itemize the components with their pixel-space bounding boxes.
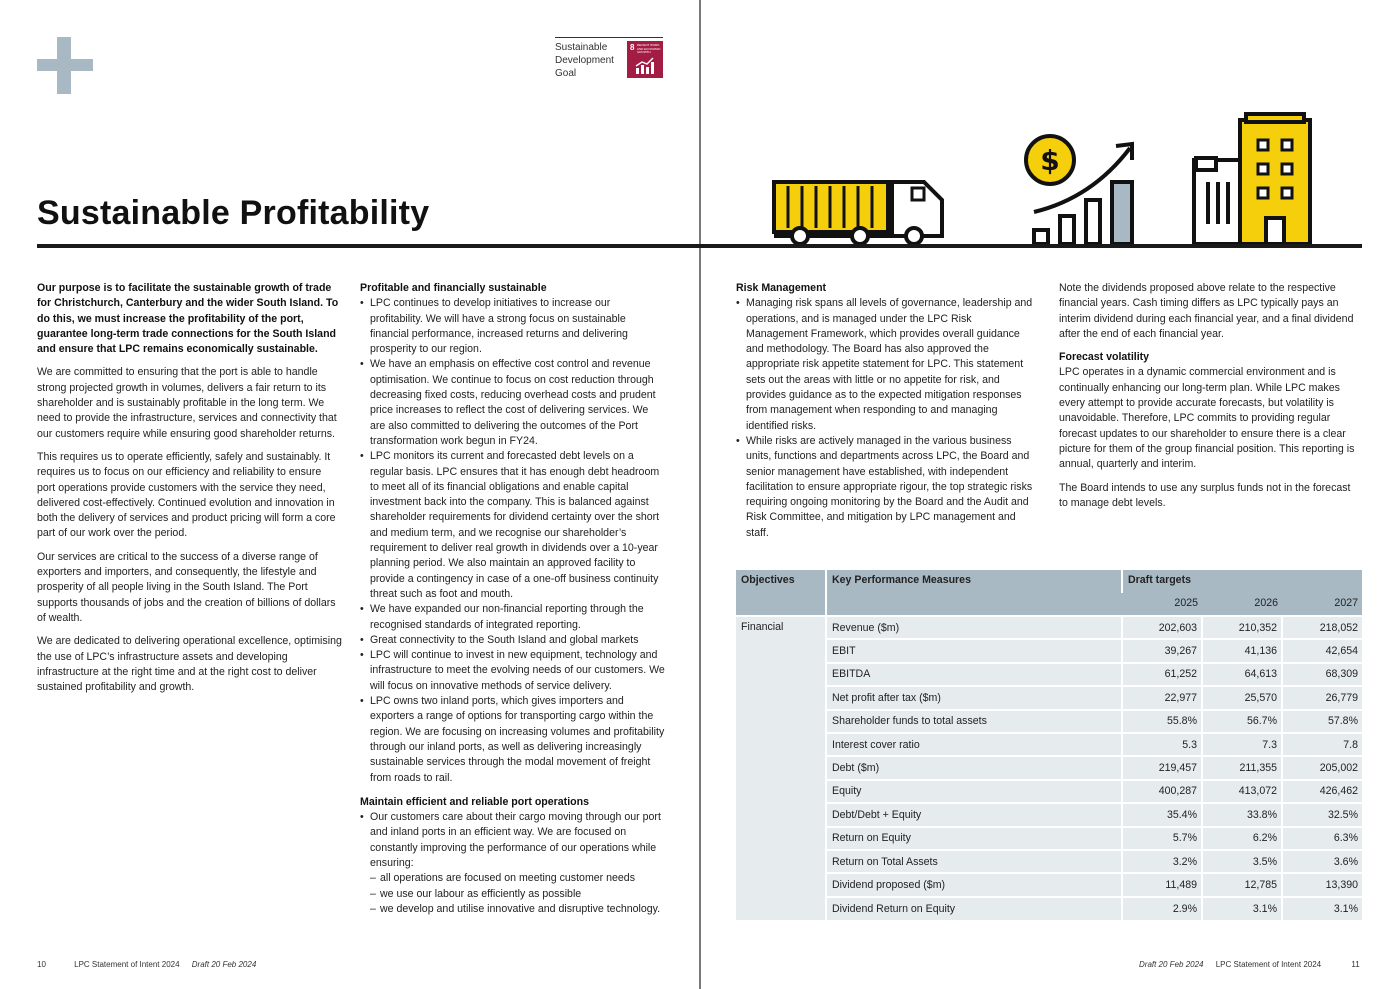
table-row: [736, 686, 1362, 709]
page-number: 11: [1351, 960, 1360, 969]
value-cell: 35.4%: [1122, 803, 1202, 826]
value-cell: 55.8%: [1122, 710, 1202, 733]
value-cell: 64,613: [1202, 663, 1282, 686]
title-rule: [37, 244, 700, 248]
dash-list: [360, 871, 665, 917]
list-item: • Managing risk spans all levels of governance, leadership and operations, and is managed under the LPC Risk Management Framework, which provides overall guidance and methodology. The Board has also approved the appropriate risk appetite statement for LPC. This statement sets out the areas with little or no appetite for risk, and provides guidance as to the expected mitigation responses from management when responding to and managing identified risks.: [736, 296, 1036, 434]
page-spine: [699, 0, 701, 989]
table-row: [736, 780, 1362, 803]
value-cell: 3.1%: [1202, 897, 1282, 920]
truck-icon: [774, 182, 942, 244]
value-cell: 3.2%: [1122, 850, 1202, 873]
header-illustration: [772, 112, 1316, 246]
measure-cell: Return on Equity: [826, 827, 1122, 850]
value-cell: 68,309: [1282, 663, 1362, 686]
title-rule-right: [700, 244, 1362, 248]
value-cell: 41,136: [1202, 639, 1282, 662]
value-cell: 26,779: [1282, 686, 1362, 709]
value-cell: 22,977: [1122, 686, 1202, 709]
value-cell: 42,654: [1282, 639, 1362, 662]
list-item: • LPC owns two inland ports, which gives importers and exporters a range of options for transporting cargo within the region. We are focusing on increasing volumes and profitability through our inland ports, as well as delivering increasingly sustainable services through the modal movement of freight from roads to rail.: [360, 694, 665, 786]
measure-cell: Revenue ($m): [826, 616, 1122, 639]
page-title: Sustainable Profitability: [37, 194, 430, 232]
header-year: 2025: [1122, 593, 1202, 616]
sdg-block: [555, 37, 663, 81]
table-row: [736, 756, 1362, 779]
dividend-column: [1059, 281, 1359, 519]
value-cell: 5.7%: [1122, 827, 1202, 850]
value-cell: 3.5%: [1202, 850, 1282, 873]
table-row: [736, 897, 1362, 920]
table-row: [736, 850, 1362, 873]
footer-doc-title: LPC Statement of Intent 2024: [74, 960, 180, 969]
list-item: – we use our labour as efficiently as possible: [360, 887, 665, 902]
list-item: • We have an emphasis on effective cost control and revenue optimisation. We continue to focus on cost reduction through decreasing fixed costs, reducing overhead costs and prudent price increases to reflect the cost of delivering services. We are also committed to delivering the outcomes of the Port transformation work begun in FY24.: [360, 357, 665, 449]
sdg-badge-number: 8: [630, 43, 635, 52]
measure-cell: Equity: [826, 780, 1122, 803]
value-cell: 33.8%: [1202, 803, 1282, 826]
list-item: • We have expanded our non-financial reporting through the recognised standards of integrated reporting.: [360, 602, 665, 633]
value-cell: 32.5%: [1282, 803, 1362, 826]
intro-column: [37, 281, 342, 703]
objective-cell: Financial: [736, 616, 826, 920]
value-cell: 7.8: [1282, 733, 1362, 756]
list-item: • While risks are actively managed in the various business units, functions and departments across LPC, the Board and senior management have established, with independent facilitation to ensure appropriate rigour, the top strategic risks requiring ongoing monitoring by the Board and the Audit and Risk Committee, and mitigation by LPC management and staff.: [736, 434, 1036, 541]
dollar-coin-icon: [1026, 136, 1074, 184]
plus-icon: [37, 37, 93, 94]
value-cell: 11,489: [1122, 873, 1202, 896]
value-cell: 39,267: [1122, 639, 1202, 662]
value-cell: 218,052: [1282, 616, 1362, 639]
measure-cell: Net profit after tax ($m): [826, 686, 1122, 709]
footer-draft: Draft 20 Feb 2024: [1139, 960, 1204, 969]
measure-cell: Debt ($m): [826, 756, 1122, 779]
left-footer: [37, 960, 256, 969]
footer-draft: Draft 20 Feb 2024: [191, 960, 257, 969]
value-cell: 7.3: [1202, 733, 1282, 756]
value-cell: 400,287: [1122, 780, 1202, 803]
kpi-table-body: [736, 616, 1362, 920]
list-item: • LPC monitors its current and forecasted debt levels on a regular basis. LPC ensures that it has enough debt headroom to meet all of its financial obligations and enable capital investment back into the company. This is balanced against shareholder requirements for dividend certainty over the short and medium term, and we recognise our shareholder’s requirement to deliver real growth in dividends over a 10-year planning period. We also maintain an approved facility to provide a contingency in case of a one-off business continuity threat such as foot and mouth.: [360, 449, 665, 602]
list-item: • Great connectivity to the South Island and global markets: [360, 633, 665, 648]
value-cell: 426,462: [1282, 780, 1362, 803]
risk-column: [736, 281, 1036, 541]
header-year: 2027: [1282, 593, 1362, 616]
measure-cell: Interest cover ratio: [826, 733, 1122, 756]
section-heading: Forecast volatility: [1059, 351, 1150, 364]
bullet-list: [360, 810, 665, 871]
measure-cell: Debt/Debt + Equity: [826, 803, 1122, 826]
intro-paragraph: We are dedicated to delivering operational excellence, optimising the use of LPC’s infrastructure assets and developing infrastructure at the right time and at the right cost to deliver sustained profitability and growth.: [37, 635, 342, 694]
table-row: [736, 803, 1362, 826]
page-number: 10: [37, 960, 46, 969]
list-item: • LPC will continue to invest in new equipment, technology and infrastructure to meet the evolving needs of our customers. We will focus on innovative methods of service delivery.: [360, 648, 665, 694]
value-cell: 25,570: [1202, 686, 1282, 709]
section-heading: Profitable and financially sustainable: [360, 282, 547, 294]
table-row: [736, 873, 1362, 896]
list-item: • Our customers care about their cargo moving through our port and inland ports in an efficient way. We are focused on constantly improving the performance of our operations while ensuring:: [360, 810, 665, 871]
value-cell: 57.8%: [1282, 710, 1362, 733]
measure-cell: Shareholder funds to total assets: [826, 710, 1122, 733]
table-row: [736, 663, 1362, 686]
value-cell: 61,252: [1122, 663, 1202, 686]
kpi-table: [736, 570, 1362, 920]
value-cell: 202,603: [1122, 616, 1202, 639]
measure-cell: EBIT: [826, 639, 1122, 662]
value-cell: 3.6%: [1282, 850, 1362, 873]
intro-lead: Our purpose is to facilitate the sustainable growth of trade for Christchurch, Canterbury and the wider South Island. To do this, we must increase the profitability of the port, guarantee long-term trade connections for the South Island and ensure that LPC remains economically sustainable.: [37, 282, 339, 356]
value-cell: 5.3: [1122, 733, 1202, 756]
right-footer: [1139, 960, 1360, 969]
svg-text:$: $: [1040, 144, 1060, 177]
intro-paragraph: Our services are critical to the success of a diverse range of exporters and importers, and consequently, the lifestyle and prosperity of all people living in the South Island. The Port supports thousands of jobs and the creation of billions of dollars of wealth.: [37, 550, 336, 624]
header-measures: Key Performance Measures: [826, 570, 1122, 616]
list-item: • LPC continues to develop initiatives to increase our profitability. We will have a strong focus on sustainable financial performance, increased returns and delivering prosperity to our region.: [360, 296, 665, 357]
buildings-icon: [1194, 114, 1310, 244]
forecast-paragraph: LPC operates in a dynamic commercial environment and is continually enhancing our long-term plan. While LPC makes every attempt to provide accurate forecasts, but volatility is unavoidable. Therefore, LPC commits to providing regular forecast updates to our shareholder to ensure there is a clear picture for them of the group financial position. This reporting is annual, quarterly and interim.: [1059, 366, 1355, 471]
section-heading: Maintain efficient and reliable port operations: [360, 795, 589, 808]
surplus-paragraph: The Board intends to use any surplus funds not in the forecast to manage debt levels.: [1059, 481, 1351, 509]
sdg-label: Sustainable Development Goal: [555, 42, 614, 79]
measure-cell: Return on Total Assets: [826, 850, 1122, 873]
footer-doc-title: LPC Statement of Intent 2024: [1215, 960, 1322, 969]
header-targets: Draft targets: [1122, 570, 1362, 593]
measure-cell: Dividend proposed ($m): [826, 873, 1122, 896]
sdg-badge-caption: DECENT WORK AND ECONOMIC GROWTH: [637, 43, 661, 54]
intro-paragraph: We are committed to ensuring that the port is able to handle strong projected growth in volumes, delivers a fair return to its shareholder and is sustainably profitable in the long term. We need to provide the infrastructure, services and connectivity that our customers require while ensuring good shareholder returns.: [37, 366, 337, 440]
table-row: [736, 733, 1362, 756]
table-row: [736, 616, 1362, 639]
value-cell: 210,352: [1202, 616, 1282, 639]
value-cell: 12,785: [1202, 873, 1282, 896]
value-cell: 211,355: [1202, 756, 1282, 779]
list-item: – we develop and utilise innovative and disruptive technology.: [360, 902, 665, 917]
measure-cell: EBITDA: [826, 663, 1122, 686]
section-heading: Risk Management: [736, 282, 827, 294]
value-cell: 2.9%: [1122, 897, 1202, 920]
bullet-list: [736, 296, 1036, 541]
table-row: [736, 827, 1362, 850]
strategy-column: [360, 281, 665, 917]
measure-cell: Dividend Return on Equity: [826, 897, 1122, 920]
value-cell: 205,002: [1282, 756, 1362, 779]
header-year: 2026: [1202, 593, 1282, 616]
value-cell: 6.3%: [1282, 827, 1362, 850]
table-row: [736, 639, 1362, 662]
value-cell: 219,457: [1122, 756, 1202, 779]
value-cell: 6.2%: [1202, 827, 1282, 850]
header-objectives: Objectives: [736, 570, 826, 616]
sdg-8-badge-icon: [627, 41, 663, 78]
value-cell: 13,390: [1282, 873, 1362, 896]
value-cell: 413,072: [1202, 780, 1282, 803]
table-row: [736, 710, 1362, 733]
value-cell: 3.1%: [1282, 897, 1362, 920]
note-paragraph: Note the dividends proposed above relate to the respective financial years. Cash timing differs as LPC typically pays an interim dividend during each financial year, and a final dividend after the end of each financial year.: [1059, 282, 1354, 340]
bullet-list: [360, 296, 665, 786]
list-item: – all operations are focused on meeting customer needs: [360, 871, 665, 886]
intro-paragraph: This requires us to operate efficiently, safely and sustainably. It requires us to focus on our efficiency and reliability to ensure port operations provide customers with the service they need, delivered cost-effectively. Continued evolution and innovation in both the delivery of services and product pricing will form a core part of our work over the period.: [37, 450, 336, 540]
value-cell: 56.7%: [1202, 710, 1282, 733]
